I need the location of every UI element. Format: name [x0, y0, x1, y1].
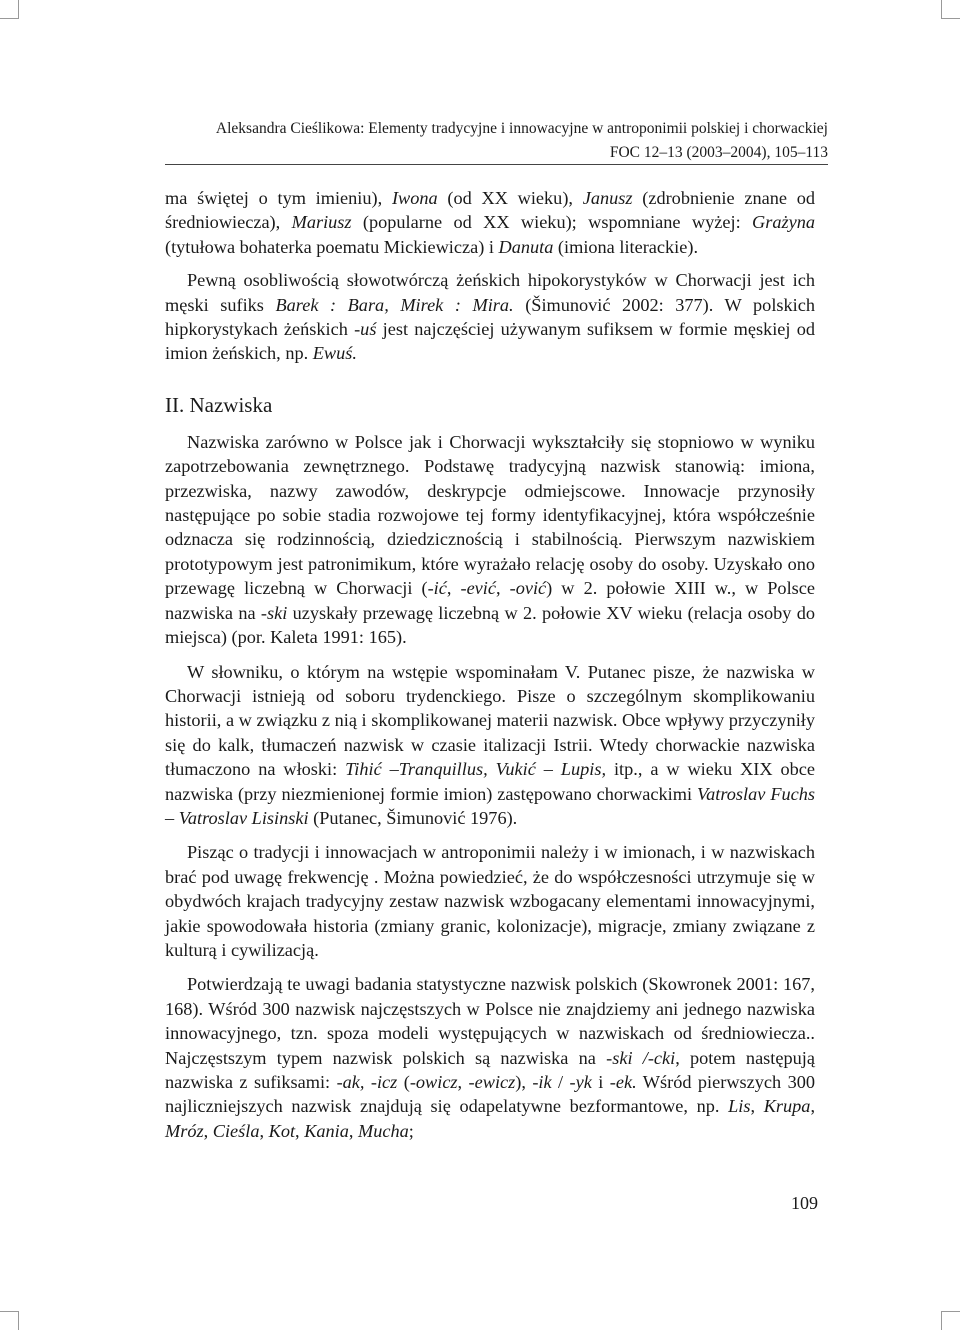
text-run: jest najczęściej używanym sufiksem w formie męskiej od imion żeńskich, np.: [165, 319, 815, 364]
text-run: ,: [203, 1120, 213, 1141]
text-run: ,: [457, 1072, 469, 1092]
italic-suffix: -uś: [354, 319, 377, 340]
italic-example: Krupa: [763, 1096, 811, 1117]
text-run: ,: [810, 1096, 816, 1117]
text-run: (: [397, 1072, 410, 1092]
paragraph-1: [165, 186, 815, 259]
italic-example: Tihić –Tranquillus, Vukić – Lupis,: [345, 759, 607, 780]
text-run: ,: [750, 1096, 764, 1117]
italic-example: Lis: [728, 1096, 751, 1117]
italic-name: Iwona: [391, 188, 438, 208]
italic-example: Mucha: [358, 1120, 409, 1141]
crop-mark-top-left: [0, 0, 19, 19]
text-run: ma świętej o tym imieniu),: [165, 188, 392, 208]
paragraph-2: [165, 268, 815, 366]
text-run: ,: [295, 1120, 305, 1141]
italic-example: Kot: [268, 1120, 296, 1141]
italic-name: Mariusz: [291, 212, 352, 233]
italic-suffix: -ović: [509, 578, 547, 599]
text-run: Pewną osobliwością słowotwórczą żeńskich hipokorystyków w Chorwacji jest ich męski sufiks: [165, 270, 815, 315]
text-run: ,: [446, 578, 461, 599]
italic-example: Kania: [304, 1120, 349, 1141]
header-journal-info: FOC 12–13 (2003–2004), 105–113: [165, 142, 828, 165]
italic-suffix: -ić: [427, 578, 447, 599]
crop-mark-top-right: [941, 0, 960, 19]
italic-suffix: -ević: [460, 578, 496, 599]
running-header: [165, 118, 828, 165]
italic-example: Vatroslav Fuchs – Vatroslav Lisinski: [165, 783, 815, 828]
paragraph-4: [165, 660, 815, 831]
header-author-title: Aleksandra Cieślikowa: Elementy tradycyjne i innowacyjne w antroponimii polskiej i chorwackiej: [215, 120, 828, 137]
italic-name: Janusz: [582, 188, 633, 208]
text-run: ),: [515, 1072, 533, 1092]
section-heading: II. Nazwiska: [165, 392, 273, 417]
text-run: Potwierdzają te uwagi badania statystyczne nazwisk polskich (Skowronek 2001: 167, 168). Wśród 300 nazwisk najczęstszych w Polsce nie znajdziemy ani jednego nazwiska innowacyjnego, tzn. spoza modeli występujących w nazwiskach od średniowiecza.. Najczęstszym typem nazwisk polskich są nazwiska na: [165, 974, 815, 1068]
crop-mark-bottom-right: [941, 1311, 960, 1330]
text-run: (popularne od XX wieku); wspomniane wyżej:: [351, 212, 753, 233]
text-run: (tytułowa bohaterka poematu Mickiewicza) i: [165, 236, 499, 257]
italic-suffix: -yk: [569, 1072, 592, 1092]
italic-suffix: -ek.: [609, 1072, 637, 1092]
text-run: (od XX wieku),: [437, 188, 583, 208]
text-run: (zdrobnienie znane od średniowiecza),: [165, 188, 816, 233]
italic-suffix: -ski /-cki: [606, 1047, 676, 1068]
text-run: Nazwiska zarówno w Polsce jak i Chorwacji wykształciły się stopniowo w wyniku zapotrzebowania zewnętrznego. Podstawę tradycyjną nazwisk stanowią: imiona, przezwiska, nazwy zawodów, deskrypcje odmiejscowe. Innowacje przynosiły następujące po sobie stadia rozwojowe tej formy identyfikacyjnej, która współcześnie odznacza się rodzinnością, dziedzicznością i stabilnością. Pierwszym nazwiskiem prototypowym jest patronimikum, które wyrażało relację osoby do osoby. Uzyskało ono przewagę liczebną w Chorwacji (: [165, 431, 815, 599]
italic-suffix: -ski: [260, 602, 288, 623]
text-run: (Šimunović 2002: 377). W polskich hipkorystykach żeńskich: [165, 294, 815, 340]
italic-suffix: -ewicz: [468, 1072, 516, 1092]
paragraph-3: [165, 430, 815, 650]
text-run: W słowniku, o którym na wstępie wspominałam V. Putanec pisze, że nazwiska w Chorwacji istnieją od soboru trydenckiego. Pisze o szczególnym skomplikowaniu historii, a w związku z nią i skomplikowanej materii nazwisk. Obce wpływy przyczyniły się do kalk, tłumaczeń nazwisk w czasie italizacji Istrii. Wtedy chorwackie nazwiska tłumaczono na włoski:: [165, 661, 815, 780]
text-run: ;: [408, 1120, 414, 1141]
italic-name: Grażyna: [752, 212, 815, 233]
italic-name: Danuta: [498, 236, 554, 257]
text-run: /: [551, 1072, 570, 1092]
italic-suffix: -owicz: [409, 1072, 458, 1092]
text-run: , potem następują nazwiska z sufiksami:: [165, 1047, 815, 1092]
text-run: uzyskały przewagę liczebną w 2. połowie XV wieku (relacja osoby do miejsca) (por. Kaleta 1991: 165).: [165, 602, 815, 648]
italic-example: Ewuś.: [312, 343, 357, 364]
text-run: ,: [348, 1120, 359, 1141]
italic-suffix: -ak, -icz: [336, 1072, 398, 1092]
italic-example: Barek : Bara, Mirek : Mira.: [275, 294, 514, 315]
text-run: Wśród pierwszych 300 najliczniejszych nazwisk znajdują się odapelatywne bezformantowe, np.: [165, 1072, 815, 1117]
text-run: ,: [496, 578, 510, 599]
page-number: 109: [791, 1193, 818, 1213]
text-run: ,: [259, 1120, 269, 1141]
text-run: (imiona literackie).: [553, 236, 699, 257]
crop-mark-bottom-left: [0, 1311, 19, 1330]
text-run: (Putanec, Šimunović 1976).: [308, 807, 518, 828]
paragraph-5: Pisząc o tradycji i innowacjach w antroponimii należy i w imionach, i w nazwiskach brać pod uwagę frekwencję . Można powiedzieć, że do współczesności utrzymuje się w obydwóch krajach tradycyjny zestaw nazwisk wzbogacany elementami innowacyjnymi, jakie spowodowała historia (zmiany granic, kolonizacje), migracje, zmiany związane z kulturą i cywilizacją.: [165, 842, 815, 960]
text-run: itp., a w wieku XIX obce nazwiska (przy niezmienionej formie imion) zastępowano chorwackimi: [165, 759, 815, 804]
paragraph-6: [165, 972, 815, 1143]
page-body: [165, 186, 815, 1143]
italic-example: Mróz: [165, 1120, 204, 1141]
italic-example: Cieśla: [212, 1120, 260, 1141]
italic-suffix: -ik: [532, 1072, 552, 1092]
text-run: i: [591, 1072, 610, 1092]
text-run: ) w 2. połowie XIII w., w Polsce nazwiska na: [165, 578, 815, 623]
